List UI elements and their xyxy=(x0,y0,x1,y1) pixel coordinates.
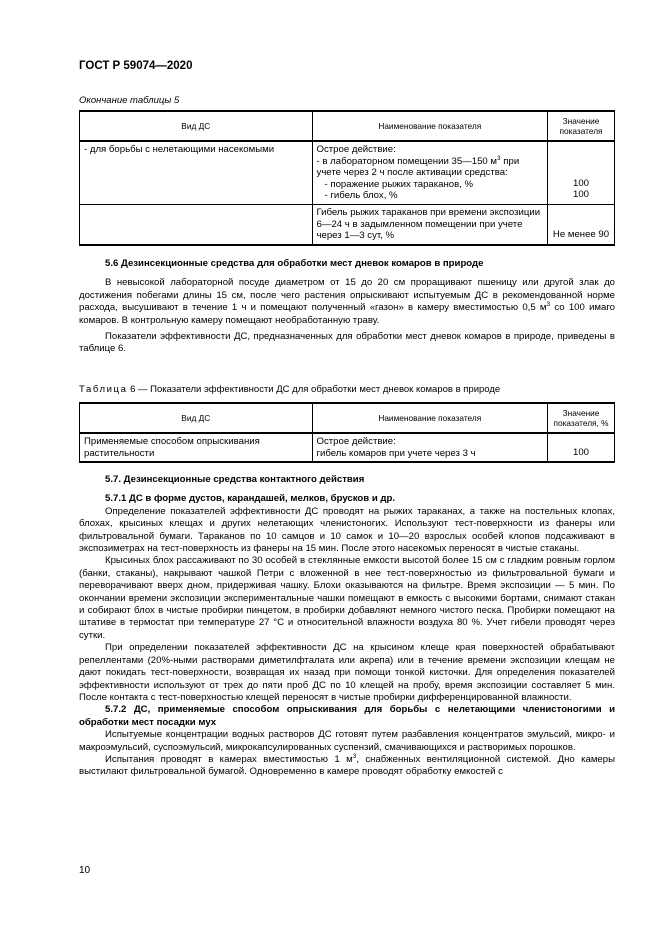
page-number: 10 xyxy=(79,865,91,876)
table5-col-indicator: Наименование показателя xyxy=(312,111,548,141)
section-5-7-1-para2: Крысиных блох рассаживают по 30 особей в стеклянные емкости высотой более 15 см с гладким ровным горлом (банки, стаканы), накрывают чашкой Петри с вложенной в нее тест-поверхностью из фильтровальной бумаги и переворачивают вверх дном, придерживая чашку. Блохи оказываются на фильтре. Время экспозиции — 5 мин. По окончании времени экспозиции экспериментальные чашки помещают в емкость с высокими бортами, снимают стакан и собирают блох в чистые пробирки пинцетом, в пробирки добавляют немного чистого песка. Пробирки помещают на штативе в термостат при температуре 27 °С и относительной влажности воздуха 80 %. Учет гибели проводят через сутки. xyxy=(79,555,615,641)
section-5-7-1-para3: При определении показателей эффективности ДС на крысином клеще края поверхностей обрабатывают репеллентами (20%-ными растворами диметилфталата или акрепа) или в течение времени экспозиции клещам не дают покидать тест-поверхности, возвращая их назад при помощи тонкой кисточки. Для определения показателей эффективности используют от трех до пяти проб ДС по 10 клещей на пробу, время экспозиции составляет 5 мин. После контакта с тест-поверхностью клещей переносят в чистые пробирки дифференцированной влажности. xyxy=(79,642,615,703)
section-5-7-2-para2: Испытания проводят в камерах вместимостью 1 $м^3$, снабженных вентиляционной системой. Дно камеры выстилают фильтровальной бумагой. Одновременно в камере проводят обработку емкостей с xyxy=(79,752,615,778)
table6-caption: Таблица 6 — Показатели эффективности ДС для обработки мест дневок комаров в природе xyxy=(79,384,501,395)
table6-col-type: Вид ДС xyxy=(80,403,313,433)
table6-row-type: Применяемые способом опрыскивания растительности xyxy=(80,433,313,462)
table5-row1-values xyxy=(548,141,615,204)
table5-row2-indicator: Гибель рыжих тараканов при времени экспозиции 6—24 ч в задымленном помещении при учете через 1—3 сут, % xyxy=(312,204,548,244)
table5-row1-value2: 100 xyxy=(573,189,590,201)
table5-row1-line1: Острое действие: xyxy=(316,144,396,155)
table5-row1-line2: - в лабораторном помещении 35—150 $м^3$ при учете через 2 ч после активации средства: xyxy=(316,154,520,179)
table6-row-line2: гибель комаров при учете через 3 ч xyxy=(316,447,476,459)
table5-col-value: Значение показателя xyxy=(548,111,615,141)
section-5-7-1-heading: 5.7.1 ДС в форме дустов, карандашей, мелков, брусков и др. xyxy=(105,493,396,505)
table5-caption: Окончание таблицы 5 xyxy=(79,95,180,106)
table6-row-indicator xyxy=(312,433,547,462)
section-5-7-2-heading: 5.7.2 ДС, применяемые способом опрыскивания для борьбы с нелетающими членистоногими и обработки мест посадки мух xyxy=(79,704,615,728)
table6-row-line1: Острое действие: xyxy=(316,436,396,447)
table5-row1-line3: - поражение рыжих тараканов, % xyxy=(324,178,474,190)
table-5 xyxy=(79,110,615,246)
table5-row2-type xyxy=(80,204,313,244)
table-6 xyxy=(79,402,615,463)
document-header: ГОСТ Р 59074—2020 xyxy=(79,60,193,72)
section-5-7 xyxy=(79,474,615,779)
section-5-7-1-para1: Определение показателей эффективности ДС проводят на рыжих тараканах, а также на постельных клопах, блохах, крысиных клещах и других нелетающих членистоногих. Используют тест-поверхности из фанеры или фильтровальной бумаги. Тараканов по 10 самцов и 10 самок и 10—20 взрослых особей клопов подсаживают в экспозиметрах на тест-поверхность из фанеры на 15 мин. После этого насекомых переносят в чистые стаканы. xyxy=(79,505,615,555)
section-5-6-para1: В невысокой лабораторной посуде диаметром от 15 до 20 см проращивают пшеницу или другой злак до достижения побегами длины 15 см, после чего растения опрыскивают испытуемым ДС в рекомендованной норме расхода, высушивают в течение 1 ч и помещают полученный «газон» в камеру вместимостью 0,5 $м^3$ со 100 имаго комаров. В контрольную камеру помещают необработанную траву. xyxy=(79,277,615,326)
table5-row2-value: Не менее 90 xyxy=(548,204,615,244)
section-5-7-2-para1: Испытуемые концентрации водных растворов ДС готовят путем разбавления концентратов эмульсий, микро- и макроэмульсий, суспоэмульсий, микрокапсулированных суспензий, смачивающихся и растворимых порошков. xyxy=(79,729,615,753)
table6-col-value: Значение показателя, % xyxy=(548,403,615,433)
section-5-6-heading: 5.6 Дезинсекционные средства для обработки мест дневок комаров в природе xyxy=(105,258,484,269)
table5-row1-type: - для борьбы с нелетающими насекомыми xyxy=(80,141,313,204)
table5-row1-value1: 100 xyxy=(573,177,590,189)
table6-row-value: 100 xyxy=(548,433,615,462)
section-5-6 xyxy=(79,258,615,356)
table5-row1-line4: - гибель блох, % xyxy=(324,190,398,202)
table6-col-indicator: Наименование показателя xyxy=(312,403,547,433)
section-5-7-heading: 5.7. Дезинсекционные средства контактного действия xyxy=(105,474,365,485)
table5-col-type: Вид ДС xyxy=(80,111,313,141)
section-5-6-para2: Показатели эффективности ДС, предназначенных для обработки мест дневок комаров в природе, приведены в таблице 6. xyxy=(79,331,615,355)
table5-row1-indicator xyxy=(312,141,548,204)
